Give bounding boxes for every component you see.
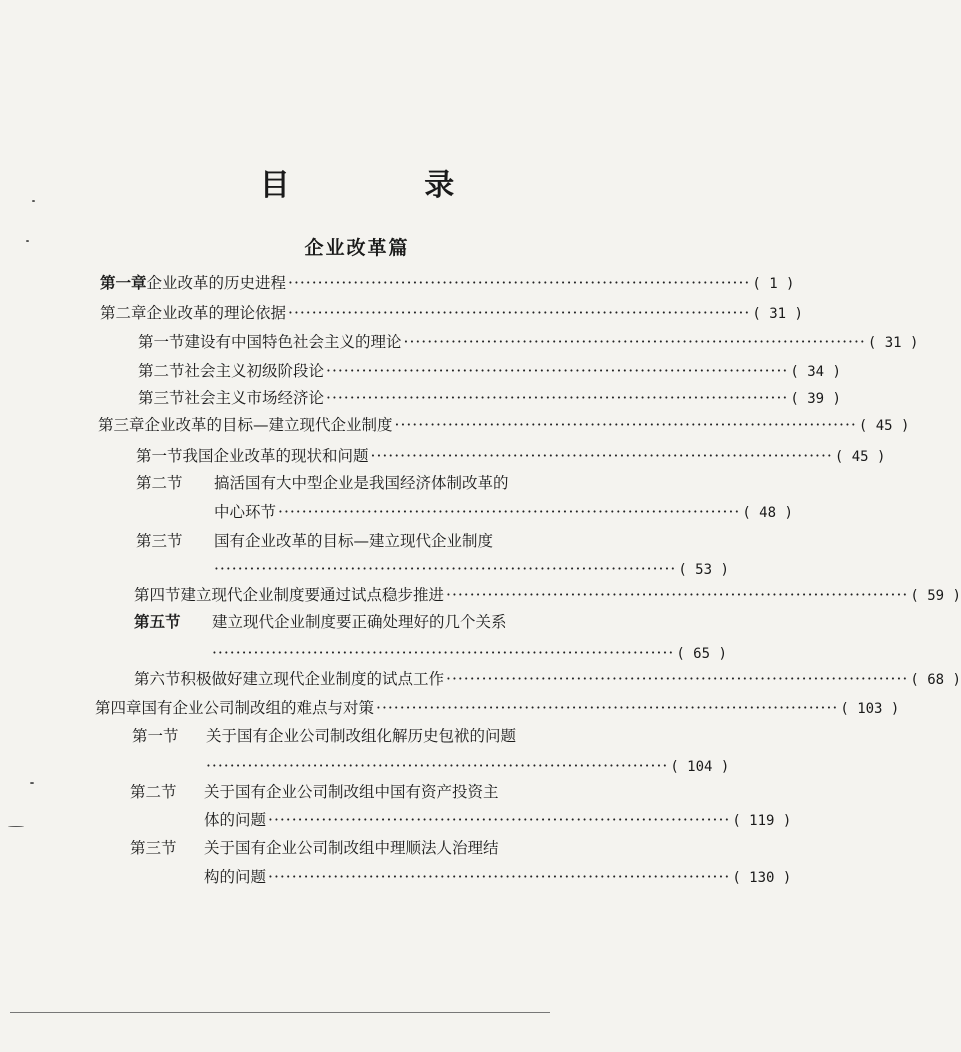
toc-title: 企业改革的理论依据 xyxy=(146,304,287,322)
toc-page: ( 65 ) xyxy=(676,646,727,662)
toc-entry-section xyxy=(134,668,961,690)
toc-label: 第四章 xyxy=(95,699,142,717)
toc-title: 积极做好建立现代企业制度的试点工作 xyxy=(180,670,445,688)
toc-leader: ·············································································· xyxy=(446,670,909,688)
toc-entry-chapter-2 xyxy=(100,302,803,324)
toc-label: 第四节 xyxy=(134,586,181,604)
toc-entry-section xyxy=(138,360,841,382)
scan-speck xyxy=(30,782,34,784)
toc-entry-section xyxy=(134,611,620,633)
toc-entry-chapter-3 xyxy=(98,414,910,436)
page-title: 目 录 xyxy=(259,168,517,203)
toc-page: ( 45 ) xyxy=(834,449,886,465)
toc-leader: ·············································································· xyxy=(288,274,751,292)
toc-title: 国有企业公司制改组的难点与对策 xyxy=(141,699,375,717)
toc-label: 第一节 xyxy=(132,727,179,745)
toc-leader: ·············································································· xyxy=(376,699,839,717)
toc-title: 建立现代企业制度要通过试点稳步推进 xyxy=(180,586,445,604)
toc-label: 第三节 xyxy=(130,839,177,857)
toc-label: 第五节 xyxy=(134,612,181,631)
scan-speck xyxy=(26,240,29,242)
toc-label: 第二节 xyxy=(130,783,177,801)
toc-page: ( 130 ) xyxy=(732,870,792,886)
toc-label: 第三节 xyxy=(136,532,183,550)
toc-title: 搞活国有大中型企业是我国经济体制改革的 xyxy=(214,474,509,492)
toc-entry-section xyxy=(136,445,886,467)
toc-leader: ·············································································· xyxy=(403,333,866,351)
section-heading: 企业改革篇 xyxy=(304,237,410,259)
toc-label: 第二节 xyxy=(138,362,185,380)
toc-title: 我国企业改革的现状和问题 xyxy=(182,447,369,465)
toc-entry-section xyxy=(132,725,620,747)
toc-leader: ·············································································· xyxy=(214,560,677,578)
toc-page: ( 1 ) xyxy=(752,276,795,292)
toc-entry-section xyxy=(136,530,620,552)
toc-title-continued: 构的问题 xyxy=(204,868,267,886)
toc-title: 国有企业改革的目标—建立现代企业制度 xyxy=(214,532,494,550)
toc-leader: ·············································································· xyxy=(206,757,669,775)
toc-entry-continuation xyxy=(214,558,729,580)
toc-page: ( 119 ) xyxy=(732,813,792,829)
toc-title: 社会主义初级阶段论 xyxy=(184,362,325,380)
toc-entry-section xyxy=(130,837,620,859)
toc-page: ( 68 ) xyxy=(910,672,961,688)
scan-speck xyxy=(32,200,35,202)
toc-leader: ·············································································· xyxy=(446,586,909,604)
toc-page: ( 31 ) xyxy=(867,335,919,351)
toc-entry-continuation xyxy=(212,642,727,664)
toc-entry-continuation xyxy=(206,755,730,777)
toc-title: 社会主义市场经济论 xyxy=(184,389,325,407)
toc-leader: ·············································································· xyxy=(326,362,789,380)
toc-title: 建立现代企业制度要正确处理好的几个关系 xyxy=(212,613,507,631)
toc-page: ( 53 ) xyxy=(678,562,729,578)
toc-label: 第一章 xyxy=(100,273,147,292)
toc-leader: ·············································································· xyxy=(268,868,731,886)
toc-leader: ·············································································· xyxy=(370,447,833,465)
toc-leader: ·············································································· xyxy=(288,304,751,322)
toc-leader: ·············································································· xyxy=(268,811,731,829)
toc-label: 第六节 xyxy=(134,670,181,688)
toc-title: 关于国有企业公司制改组中国有资产投资主 xyxy=(204,783,499,801)
toc-leader: ·············································································· xyxy=(278,503,741,521)
toc-title: 关于国有企业公司制改组化解历史包袱的问题 xyxy=(206,727,517,745)
toc-page: ( 48 ) xyxy=(742,505,793,521)
toc-page: ( 31 ) xyxy=(752,306,803,322)
toc-title: 关于国有企业公司制改组中理顺法人治理结 xyxy=(204,839,499,857)
toc-label: 第三章 xyxy=(98,416,145,434)
toc-entry-continuation xyxy=(204,866,792,888)
toc-entry-continuation xyxy=(214,501,793,523)
toc-title-continued: 体的问题 xyxy=(204,811,267,829)
toc-entry-section xyxy=(138,387,841,409)
toc-entry-section xyxy=(134,584,961,606)
toc-title: 企业改革的目标—建立现代企业制度 xyxy=(144,416,393,434)
toc-leader: ·············································································· xyxy=(212,644,675,662)
toc-entry-chapter-1 xyxy=(100,272,795,294)
toc-entry-continuation xyxy=(204,809,792,831)
toc-title: 建设有中国特色社会主义的理论 xyxy=(184,333,402,351)
toc-leader: ·············································································· xyxy=(326,389,789,407)
toc-entry-section xyxy=(138,331,919,353)
toc-page: ( 34 ) xyxy=(790,364,841,380)
toc-label: 第二节 xyxy=(136,474,183,492)
toc-page: ( 59 ) xyxy=(910,588,961,604)
toc-title: 企业改革的历史进程 xyxy=(146,274,287,292)
toc-label: 第二章 xyxy=(100,304,147,322)
bottom-rule xyxy=(10,1012,550,1013)
toc-page: ( 45 ) xyxy=(858,418,910,434)
toc-title-continued: 中心环节 xyxy=(214,503,277,521)
toc-page: ( 103 ) xyxy=(840,701,900,717)
toc-label: 第一节 xyxy=(138,333,185,351)
toc-entry-section xyxy=(136,472,620,494)
toc-page: ( 104 ) xyxy=(670,759,730,775)
toc-leader: ·············································································· xyxy=(394,416,857,434)
scan-speck xyxy=(8,826,24,827)
toc-entry-chapter-4 xyxy=(95,697,900,719)
toc-page: ( 39 ) xyxy=(790,391,841,407)
toc-entry-section xyxy=(130,781,620,803)
toc-label: 第三节 xyxy=(138,389,185,407)
toc-label: 第一节 xyxy=(136,447,183,465)
